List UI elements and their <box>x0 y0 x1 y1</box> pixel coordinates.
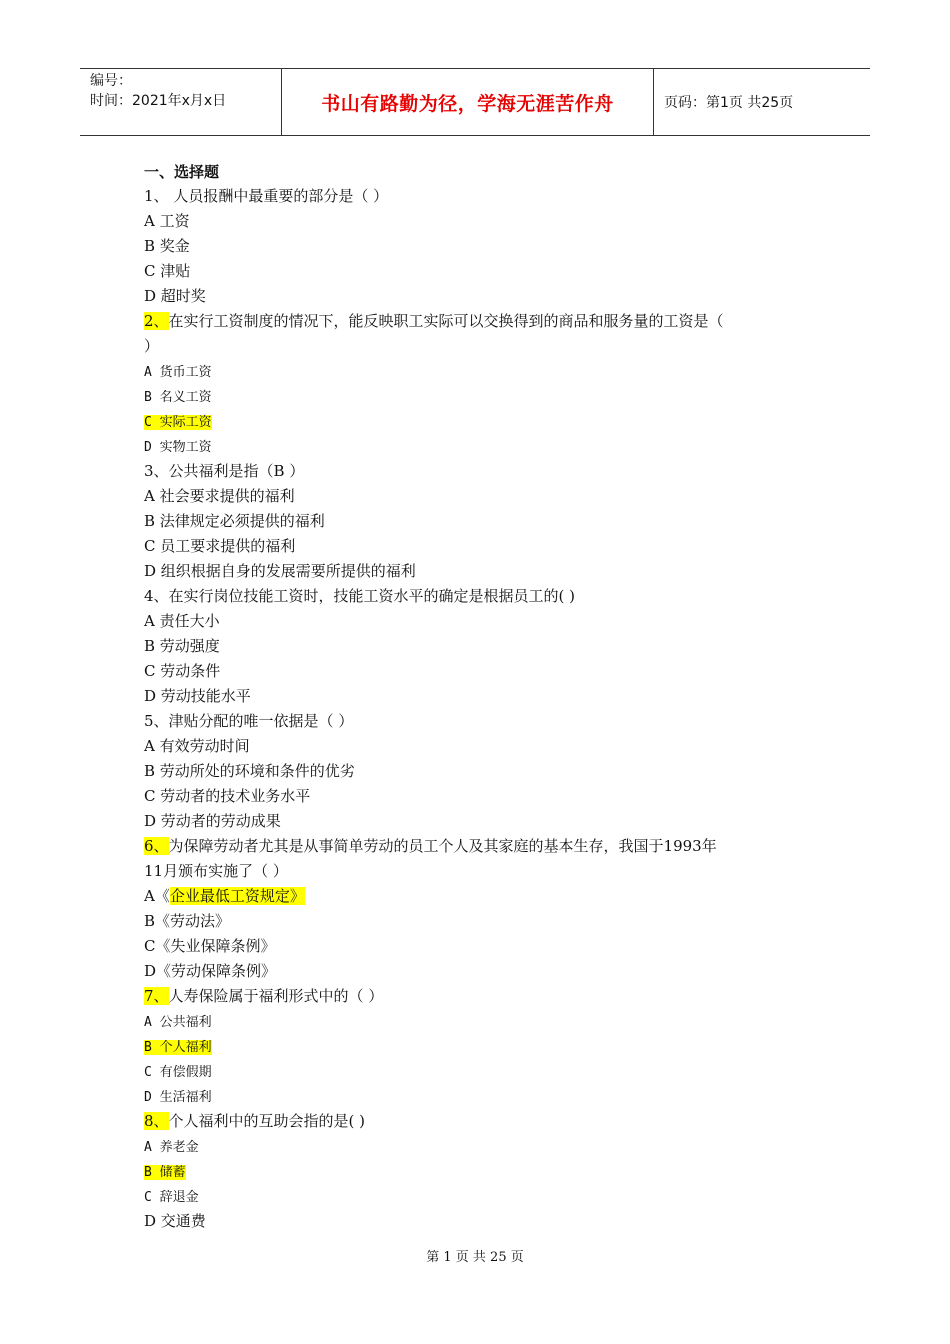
option-text: D 超时奖 <box>144 287 206 305</box>
option-text: D 实物工资 <box>144 440 212 455</box>
option-line <box>144 559 804 584</box>
question-number: 4、 <box>144 587 169 605</box>
option-line <box>144 1184 804 1209</box>
option-line <box>144 484 804 509</box>
option-text: B 奖金 <box>144 237 190 255</box>
question-text: 津贴分配的唯一依据是（ ） <box>168 712 354 730</box>
option-text: C 劳动者的技术业务水平 <box>144 787 311 805</box>
option-line <box>144 234 804 259</box>
option-line <box>144 509 804 534</box>
question-number: 3、 <box>144 462 169 480</box>
option-text: A 货币工资 <box>144 365 212 380</box>
option-text: A 社会要求提供的福利 <box>144 487 295 505</box>
question-line <box>144 1109 804 1134</box>
question-number: 8、 <box>144 1112 169 1130</box>
page-header <box>80 68 870 136</box>
question-number: 1、 <box>144 187 169 205</box>
option-line <box>144 284 804 309</box>
question-line <box>144 459 804 484</box>
question-line <box>144 584 804 609</box>
header-meta <box>80 69 282 135</box>
option-text: B 储蓄 <box>144 1165 186 1180</box>
option-text: B《劳动法》 <box>144 912 231 930</box>
option-text: B 名义工资 <box>144 390 212 405</box>
option-text: C 员工要求提供的福利 <box>144 537 296 555</box>
option-text: B 个人福利 <box>144 1040 212 1055</box>
option-text: C 有偿假期 <box>144 1065 212 1080</box>
option-line <box>144 1009 804 1034</box>
question-text: 在实行岗位技能工资时，技能工资水平的确定是根据员工的( ) <box>168 587 576 605</box>
option-text: A 养老金 <box>144 1140 199 1155</box>
header-page-info: 页码：第1页 共25页 <box>664 95 794 111</box>
page-footer: 第 1 页 共 25 页 <box>426 1250 524 1265</box>
question-text: 公共福利是指（B ） <box>168 462 305 480</box>
question-line <box>144 984 804 1009</box>
option-text: C《失业保障条例》 <box>144 937 276 955</box>
option-line <box>144 259 804 284</box>
question-line <box>144 834 804 859</box>
option-line <box>144 409 804 434</box>
option-line <box>144 534 804 559</box>
option-line <box>144 1084 804 1109</box>
option-line <box>144 434 804 459</box>
section-title: 一、选择题 <box>144 163 220 181</box>
question-number: 5、 <box>144 712 169 730</box>
question-list <box>144 160 804 1234</box>
option-text: D 劳动者的劳动成果 <box>144 812 281 830</box>
question-lines <box>144 184 804 1234</box>
option-text: A 工资 <box>144 212 190 230</box>
question-number: 7、 <box>144 987 169 1005</box>
question-line <box>144 709 804 734</box>
option-line <box>144 384 804 409</box>
option-line <box>144 759 804 784</box>
option-line <box>144 959 804 984</box>
option-text: D 劳动技能水平 <box>144 687 251 705</box>
option-line <box>144 1134 804 1159</box>
option-line <box>144 809 804 834</box>
option-text: C 津贴 <box>144 262 191 280</box>
option-line <box>144 209 804 234</box>
question-line <box>144 309 804 334</box>
option-text: D《劳动保障条例》 <box>144 962 277 980</box>
option-text: C 辞退金 <box>144 1190 199 1205</box>
option-text: C 实际工资 <box>144 415 212 430</box>
question-text: 个人福利中的互助会指的是( ) <box>168 1112 366 1130</box>
question-number: 6、 <box>144 837 169 855</box>
question-text: 在实行工资制度的情况下，能反映职工实际可以交换得到的商品和服务量的工资是（ <box>168 312 724 330</box>
option-text: ） <box>144 337 160 355</box>
option-line <box>144 634 804 659</box>
option-line <box>144 609 804 634</box>
option-line <box>144 334 804 359</box>
question-text: 人员报酬中最重要的部分是（ ） <box>168 187 389 205</box>
option-line <box>144 934 804 959</box>
option-text: A 公共福利 <box>144 1015 212 1030</box>
option-text: C 劳动条件 <box>144 662 221 680</box>
question-text: 为保障劳动者尤其是从事简单劳动的员工个人及其家庭的基本生存，我国于1993年 <box>168 837 717 855</box>
question-text: 人寿保险属于福利形式中的（ ） <box>168 987 384 1005</box>
option-prefix: A《 <box>144 887 170 905</box>
option-line <box>144 1209 804 1234</box>
option-text: D 组织根据自身的发展需要所提供的福利 <box>144 562 416 580</box>
question-number: 2、 <box>144 312 169 330</box>
option-text: 11月颁布实施了（ ） <box>144 862 288 880</box>
time-label: 时间：2021年x月x日 <box>90 93 227 109</box>
option-text: B 法律规定必须提供的福利 <box>144 512 325 530</box>
option-line <box>144 734 804 759</box>
option-line <box>144 684 804 709</box>
option-line <box>144 909 804 934</box>
header-motto: 书山有路勤为径，学海无涯苦作舟 <box>282 69 654 135</box>
option-line <box>144 1159 804 1184</box>
option-text: A 有效劳动时间 <box>144 737 250 755</box>
option-line <box>144 859 804 884</box>
number-label: 编号： <box>90 73 132 89</box>
option-line <box>144 1034 804 1059</box>
option-line <box>144 659 804 684</box>
option-line <box>144 1059 804 1084</box>
option-line <box>144 784 804 809</box>
option-text: 企业最低工资规定》 <box>169 887 305 905</box>
question-line <box>144 184 804 209</box>
option-line <box>144 884 804 909</box>
option-text: B 劳动强度 <box>144 637 220 655</box>
option-text: A 责任大小 <box>144 612 220 630</box>
option-line <box>144 359 804 384</box>
option-text: D 生活福利 <box>144 1090 212 1105</box>
option-text: D 交通费 <box>144 1212 206 1230</box>
option-text: B 劳动所处的环境和条件的优劣 <box>144 762 355 780</box>
